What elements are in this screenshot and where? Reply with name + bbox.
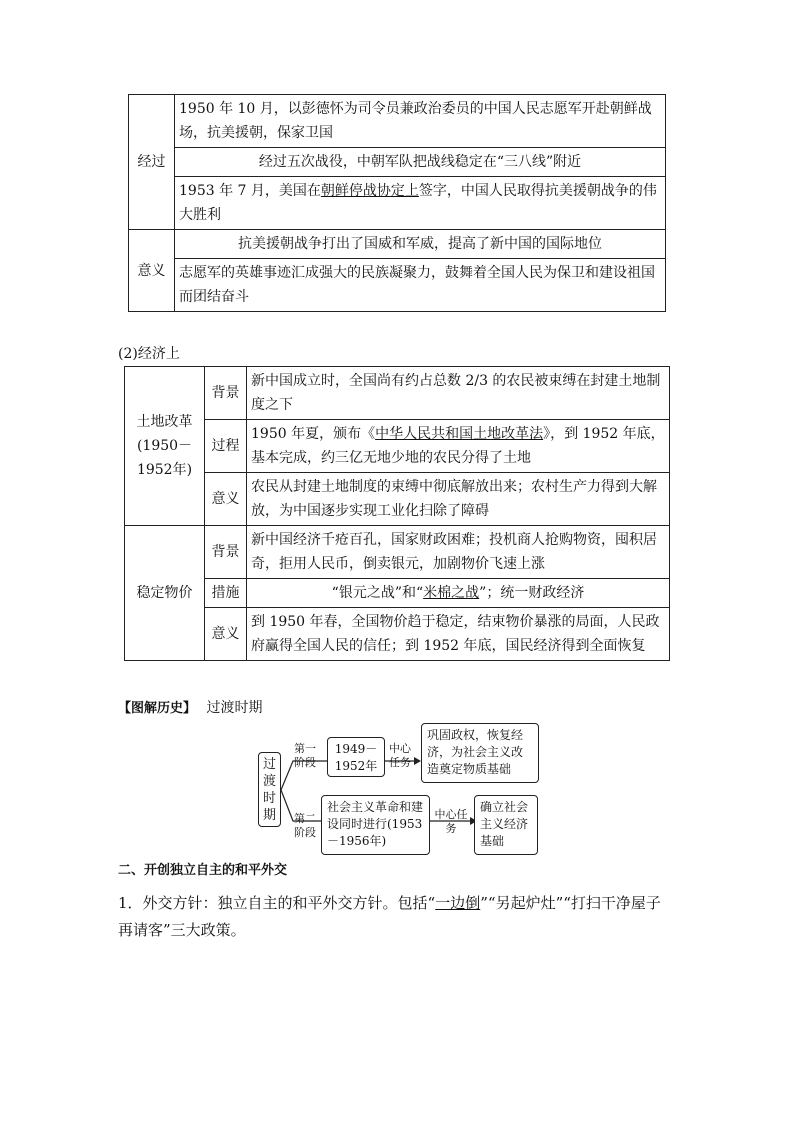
lean-to-one-side-underlined: 一边倒 — [435, 894, 481, 912]
diplomacy-paragraph: 1．外交方针：独立自主的和平外交方针。包括“一边倒”“另起炉灶”“打扫干净屋子再请客”三大政策。 — [118, 894, 661, 939]
stage2-label: 第二阶段 — [294, 812, 316, 839]
rice-cotton-underlined: 米棉之战 — [423, 585, 480, 601]
row-label-significance: 意义 — [129, 230, 175, 312]
course-item-1: 1950 年 10 月，以彭德怀为司令员兼政治委员的中国人民志愿军开赴朝鲜战场，抗美援朝，保家卫国 — [175, 95, 666, 148]
stage2-box: 社会主义革命和建设同时进行(1953－1956年) — [321, 795, 430, 855]
stage1-label: 第一阶段 — [294, 742, 316, 769]
diagram-heading-tag: 【图解历史】 — [118, 701, 197, 716]
land-significance-text: 农民从封建土地制度的束缚中彻底解放出来；农村生产力得到大解放，为中国逐步实现工业化扫除了障碍 — [247, 473, 670, 526]
significance-item-2: 志愿军的英雄事迹汇成强大的民族凝聚力，鼓舞着全国人民为保卫和建设祖国而团结奋斗 — [175, 259, 666, 312]
course-item-2: 经过五次战役，中朝军队把战线稳定在“三八线”附近 — [175, 148, 666, 177]
land-reform-years: (1950－1952年) — [136, 438, 193, 478]
stage1-years-box: 1949－1952年 — [327, 737, 385, 777]
row-label-course: 经过 — [129, 95, 175, 230]
stage1-task-box: 巩固政权，恢复经济，为社会主义改造奠定物质基础 — [421, 723, 539, 783]
course-item-3: 1953 年 7 月，美国在朝鲜停战协定上签字，中国人民取得抗美援朝战争的伟大胜利 — [175, 177, 666, 230]
price-measures-text: “银元之战”和“米棉之战”；统一财政经济 — [247, 579, 670, 608]
stage2-task-box: 确立社会主义经济基础 — [474, 795, 538, 855]
price-background-text: 新中国经济千疮百孔，国家财政困难；投机商人抢购物资，囤积居奇，拒用人民币，倒卖银元，加剧物价飞速上涨 — [247, 526, 670, 579]
label-process: 过程 — [205, 420, 247, 473]
label-background-2: 背景 — [205, 526, 247, 579]
label-significance-1: 意义 — [205, 473, 247, 526]
section-heading-diplomacy: 二、开创独立自主的和平外交 — [118, 863, 288, 878]
group-stabilize-prices: 稳定物价 — [125, 526, 205, 661]
stage1-arrow-label: 中心任务 — [389, 742, 411, 769]
label-background-1: 背景 — [205, 367, 247, 420]
section-heading-economy: (2)经济上 — [118, 346, 180, 362]
land-process-text: 1950 年夏，颁布《中华人民共和国土地改革法》，到 1952 年底，基本完成，约三亿无地少地的农民分得了土地 — [247, 420, 670, 473]
stage2-arrow-label: 中心任务 — [434, 808, 468, 835]
land-law-underlined: 中华人民共和国土地改革法 — [375, 426, 544, 442]
label-significance-2: 意义 — [205, 608, 247, 661]
land-background-text: 新中国成立时，全国尚有约占总数 2/3 的农民被束缚在封建土地制度之下 — [247, 367, 670, 420]
price-significance-text: 到 1950 年春，全国物价趋于稳定，结束物价暴涨的局面，人民政府赢得全国人民的信任；到 1952 年底，国民经济得到全面恢复 — [247, 608, 670, 661]
group-land-reform: 土地改革 (1950－1952年) — [125, 367, 205, 526]
root-box: 过渡时期 — [258, 752, 281, 827]
label-measures: 措施 — [205, 579, 247, 608]
armistice-underlined: 朝鲜停战协定上 — [320, 183, 419, 199]
diagram-heading-text: 过渡时期 — [206, 700, 263, 716]
significance-item-1: 抗美援朝战争打出了国威和军威，提高了新中国的国际地位 — [175, 230, 666, 259]
